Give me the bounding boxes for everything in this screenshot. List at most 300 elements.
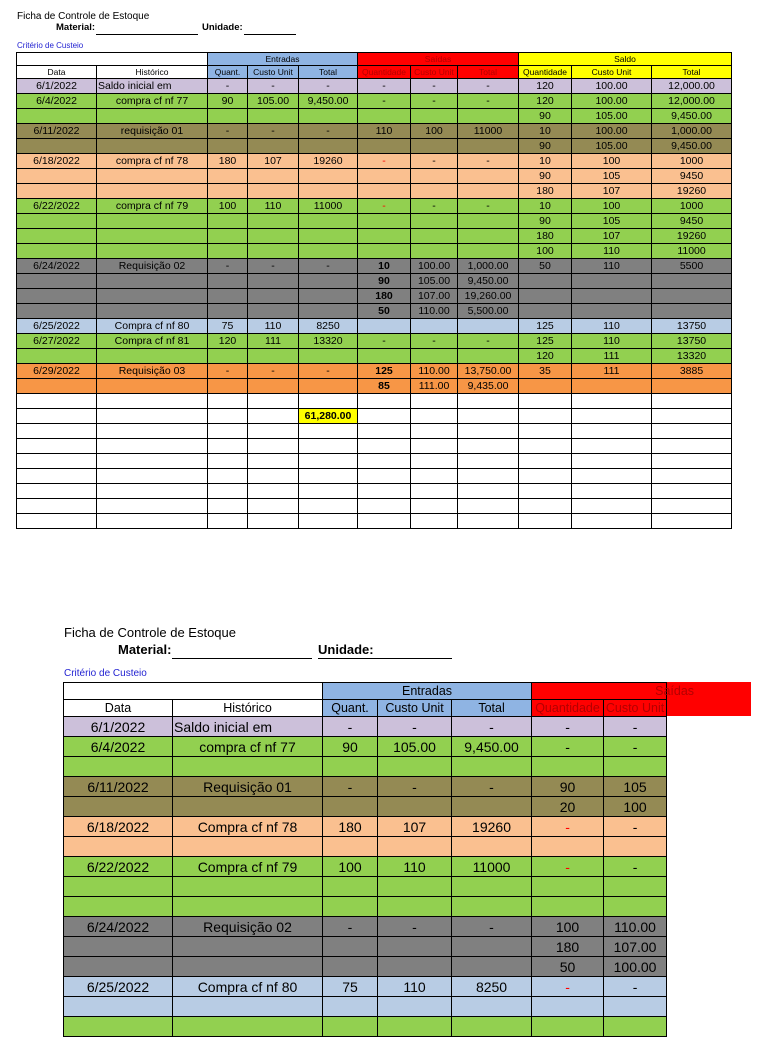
table-cell[interactable]: requisição 01	[97, 124, 208, 139]
table-cell[interactable]	[299, 439, 358, 454]
table-cell[interactable]: 6/29/2022	[17, 364, 97, 379]
table-cell[interactable]	[411, 319, 458, 334]
table-cell[interactable]	[299, 304, 358, 319]
table-cell[interactable]	[17, 274, 97, 289]
table-cell[interactable]: 13,750.00	[458, 364, 519, 379]
table-cell[interactable]	[208, 109, 248, 124]
table-cell[interactable]	[299, 499, 358, 514]
table-cell[interactable]	[378, 957, 452, 977]
table-cell[interactable]: compra cf nf 77	[173, 737, 323, 757]
table-cell[interactable]	[358, 229, 411, 244]
table-cell[interactable]	[64, 877, 173, 897]
table-cell[interactable]	[17, 244, 97, 259]
table-cell[interactable]: 120	[208, 334, 248, 349]
table-cell[interactable]	[519, 514, 572, 529]
table-cell[interactable]: 19260	[299, 154, 358, 169]
table-cell[interactable]	[411, 514, 458, 529]
table-cell[interactable]: -	[378, 717, 452, 737]
table-cell[interactable]: 13750	[652, 319, 732, 334]
table-cell[interactable]: 1000	[652, 154, 732, 169]
table-cell[interactable]	[411, 184, 458, 199]
table-cell[interactable]	[519, 424, 572, 439]
table-cell[interactable]: 100	[323, 857, 378, 877]
table-cell[interactable]	[378, 1017, 452, 1037]
table-cell[interactable]	[17, 499, 97, 514]
table-cell[interactable]: 90	[519, 109, 572, 124]
table-cell[interactable]	[519, 454, 572, 469]
table-cell[interactable]	[411, 484, 458, 499]
table-cell[interactable]	[572, 274, 652, 289]
table-cell[interactable]	[17, 409, 97, 424]
table-cell[interactable]	[248, 214, 299, 229]
table-cell[interactable]: -	[458, 79, 519, 94]
table-cell[interactable]: -	[411, 199, 458, 214]
table-cell[interactable]: 10	[519, 154, 572, 169]
table-cell[interactable]	[411, 424, 458, 439]
table-cell[interactable]: -	[299, 259, 358, 274]
table-cell[interactable]: Requisição 02	[173, 917, 323, 937]
table-cell[interactable]	[458, 499, 519, 514]
table-cell[interactable]	[458, 484, 519, 499]
table-cell[interactable]	[248, 109, 299, 124]
table-cell[interactable]	[458, 109, 519, 124]
table-cell[interactable]	[299, 214, 358, 229]
table-cell[interactable]	[323, 1017, 378, 1037]
table-cell[interactable]	[411, 139, 458, 154]
table-cell[interactable]: 120	[519, 79, 572, 94]
table-cell[interactable]	[652, 304, 732, 319]
table-cell[interactable]	[64, 1017, 173, 1037]
table-cell[interactable]: 11000	[652, 244, 732, 259]
table-cell[interactable]	[299, 244, 358, 259]
table-cell[interactable]	[378, 837, 452, 857]
table-cell[interactable]: 110.00	[411, 304, 458, 319]
table-cell[interactable]	[519, 304, 572, 319]
table-cell[interactable]	[17, 424, 97, 439]
table-cell[interactable]	[248, 304, 299, 319]
table-cell[interactable]: -	[532, 717, 604, 737]
table-cell[interactable]: 9,450.00	[652, 139, 732, 154]
table-cell[interactable]: 107.00	[604, 937, 667, 957]
table-cell[interactable]: 105	[572, 214, 652, 229]
table-cell[interactable]	[458, 349, 519, 364]
table-cell[interactable]: 110	[358, 124, 411, 139]
table-cell[interactable]	[97, 514, 208, 529]
table-cell[interactable]	[64, 757, 173, 777]
table-cell[interactable]	[532, 1017, 604, 1037]
table-cell[interactable]: 110	[572, 259, 652, 274]
table-cell[interactable]	[411, 169, 458, 184]
table-cell[interactable]	[323, 997, 378, 1017]
table-cell[interactable]: -	[248, 79, 299, 94]
table-cell[interactable]: 125	[519, 319, 572, 334]
table-cell[interactable]: 20	[532, 797, 604, 817]
table-cell[interactable]: Saldo inicial em	[173, 717, 323, 737]
table-cell[interactable]	[17, 139, 97, 154]
table-cell[interactable]	[299, 109, 358, 124]
table-cell[interactable]: 6/24/2022	[64, 917, 173, 937]
table-cell[interactable]	[458, 454, 519, 469]
table-cell[interactable]	[299, 394, 358, 409]
table-cell[interactable]: 9,450.00	[452, 737, 532, 757]
material-field[interactable]	[96, 34, 198, 35]
table-cell[interactable]: -	[358, 94, 411, 109]
table-cell[interactable]	[358, 214, 411, 229]
table-cell[interactable]	[458, 184, 519, 199]
table-cell[interactable]	[299, 379, 358, 394]
table-cell[interactable]	[452, 1017, 532, 1037]
table-cell[interactable]: 180	[519, 184, 572, 199]
table-cell[interactable]: 8250	[452, 977, 532, 997]
table-cell[interactable]	[248, 349, 299, 364]
table-cell[interactable]	[248, 169, 299, 184]
table-cell[interactable]: 111.00	[411, 379, 458, 394]
table-cell[interactable]	[452, 757, 532, 777]
table-cell[interactable]: -	[458, 199, 519, 214]
table-cell[interactable]	[358, 139, 411, 154]
table-cell[interactable]	[519, 379, 572, 394]
table-cell[interactable]	[248, 394, 299, 409]
table-cell[interactable]: 105	[604, 777, 667, 797]
table-cell[interactable]	[97, 454, 208, 469]
table-cell[interactable]: -	[452, 717, 532, 737]
table-cell[interactable]: -	[411, 154, 458, 169]
table-cell[interactable]: 111	[248, 334, 299, 349]
table-cell[interactable]	[248, 139, 299, 154]
table-cell[interactable]: 1000	[652, 199, 732, 214]
table-cell[interactable]: 100.00	[572, 124, 652, 139]
table-cell[interactable]: -	[208, 79, 248, 94]
table-cell[interactable]	[17, 394, 97, 409]
table-cell[interactable]	[97, 229, 208, 244]
table-cell[interactable]: 6/25/2022	[64, 977, 173, 997]
table-cell[interactable]	[97, 349, 208, 364]
table-cell[interactable]: -	[378, 917, 452, 937]
table-cell[interactable]	[97, 439, 208, 454]
table-cell[interactable]: 19,260.00	[458, 289, 519, 304]
table-cell[interactable]	[458, 469, 519, 484]
table-cell[interactable]	[519, 274, 572, 289]
table-cell[interactable]	[519, 439, 572, 454]
table-cell[interactable]: 90	[323, 737, 378, 757]
table-cell[interactable]: 110.00	[411, 364, 458, 379]
table-cell[interactable]	[299, 469, 358, 484]
table-cell[interactable]: 19260	[652, 184, 732, 199]
table-cell[interactable]: 100	[532, 917, 604, 937]
table-cell[interactable]	[358, 499, 411, 514]
table-cell[interactable]	[64, 997, 173, 1017]
table-cell[interactable]	[323, 757, 378, 777]
table-cell[interactable]	[378, 757, 452, 777]
table-cell[interactable]	[452, 877, 532, 897]
table-cell[interactable]: 10	[519, 124, 572, 139]
table-cell[interactable]: 10	[519, 199, 572, 214]
table-cell[interactable]	[411, 214, 458, 229]
table-cell[interactable]	[519, 499, 572, 514]
table-cell[interactable]: 90	[208, 94, 248, 109]
table-cell[interactable]	[173, 997, 323, 1017]
table-cell[interactable]: 110	[572, 244, 652, 259]
table-cell[interactable]	[652, 469, 732, 484]
table-cell[interactable]: -	[604, 717, 667, 737]
unidade-field[interactable]	[318, 658, 452, 659]
table-cell[interactable]	[97, 409, 208, 424]
table-cell[interactable]: -	[248, 259, 299, 274]
table-cell[interactable]: 125	[519, 334, 572, 349]
table-cell[interactable]: 6/1/2022	[17, 79, 97, 94]
table-cell[interactable]	[17, 184, 97, 199]
table-cell[interactable]: 105.00	[572, 139, 652, 154]
table-cell[interactable]	[572, 484, 652, 499]
table-cell[interactable]: 3885	[652, 364, 732, 379]
table-cell[interactable]: compra cf nf 78	[97, 154, 208, 169]
table-cell[interactable]	[532, 757, 604, 777]
table-cell[interactable]	[97, 244, 208, 259]
table-cell[interactable]: 75	[323, 977, 378, 997]
table-cell[interactable]	[17, 454, 97, 469]
table-cell[interactable]	[173, 1017, 323, 1037]
table-cell[interactable]	[452, 897, 532, 917]
table-cell[interactable]: -	[604, 977, 667, 997]
table-cell[interactable]	[358, 484, 411, 499]
table-cell[interactable]	[411, 409, 458, 424]
table-cell[interactable]: 125	[358, 364, 411, 379]
table-cell[interactable]	[572, 514, 652, 529]
table-cell[interactable]	[358, 244, 411, 259]
table-cell[interactable]: Compra cf nf 81	[97, 334, 208, 349]
table-cell[interactable]	[572, 304, 652, 319]
table-cell[interactable]: -	[299, 364, 358, 379]
table-cell[interactable]	[17, 304, 97, 319]
table-cell[interactable]: 180	[208, 154, 248, 169]
table-cell[interactable]	[323, 897, 378, 917]
table-cell[interactable]	[299, 454, 358, 469]
table-cell[interactable]	[358, 469, 411, 484]
table-cell[interactable]	[208, 499, 248, 514]
table-cell[interactable]	[248, 484, 299, 499]
table-cell[interactable]: 50	[532, 957, 604, 977]
table-cell[interactable]	[248, 274, 299, 289]
table-cell[interactable]	[652, 514, 732, 529]
table-cell[interactable]: 8250	[299, 319, 358, 334]
table-cell[interactable]	[411, 349, 458, 364]
table-cell[interactable]	[208, 304, 248, 319]
table-cell[interactable]	[378, 877, 452, 897]
table-cell[interactable]	[173, 937, 323, 957]
table-cell[interactable]	[208, 184, 248, 199]
table-cell[interactable]	[358, 439, 411, 454]
table-cell[interactable]	[604, 897, 667, 917]
table-cell[interactable]: 100	[519, 244, 572, 259]
table-cell[interactable]	[248, 229, 299, 244]
table-cell[interactable]	[208, 244, 248, 259]
table-cell[interactable]: 111	[572, 349, 652, 364]
table-cell[interactable]: 9,450.00	[652, 109, 732, 124]
table-cell[interactable]: -	[532, 817, 604, 837]
table-cell[interactable]	[652, 499, 732, 514]
table-cell[interactable]: -	[358, 79, 411, 94]
table-cell[interactable]	[248, 424, 299, 439]
table-cell[interactable]	[17, 229, 97, 244]
table-cell[interactable]	[17, 349, 97, 364]
material-field[interactable]	[172, 658, 312, 659]
table-cell[interactable]: 100	[604, 797, 667, 817]
table-cell[interactable]	[248, 469, 299, 484]
table-cell[interactable]: 120	[519, 349, 572, 364]
table-cell[interactable]: 107.00	[411, 289, 458, 304]
table-cell[interactable]: 6/4/2022	[17, 94, 97, 109]
table-cell[interactable]: 110	[378, 977, 452, 997]
table-cell[interactable]: 50	[358, 304, 411, 319]
table-cell[interactable]	[358, 319, 411, 334]
table-cell[interactable]: -	[323, 917, 378, 937]
table-cell[interactable]: 105.00	[248, 94, 299, 109]
table-cell[interactable]	[248, 514, 299, 529]
table-cell[interactable]: -	[208, 364, 248, 379]
table-cell[interactable]: -	[532, 857, 604, 877]
table-cell[interactable]: -	[532, 737, 604, 757]
table-cell[interactable]	[458, 514, 519, 529]
table-cell[interactable]: 100	[208, 199, 248, 214]
table-cell[interactable]: -	[299, 79, 358, 94]
table-cell[interactable]: 100.00	[604, 957, 667, 977]
table-cell[interactable]	[17, 379, 97, 394]
table-cell[interactable]: 19260	[452, 817, 532, 837]
table-cell[interactable]	[299, 229, 358, 244]
table-cell[interactable]	[208, 169, 248, 184]
table-cell[interactable]: 100.00	[572, 94, 652, 109]
table-cell[interactable]	[299, 514, 358, 529]
table-cell[interactable]: 13320	[299, 334, 358, 349]
table-cell[interactable]	[208, 409, 248, 424]
table-cell[interactable]: -	[458, 154, 519, 169]
table-cell[interactable]: 10	[358, 259, 411, 274]
table-cell[interactable]	[208, 214, 248, 229]
table-cell[interactable]	[452, 997, 532, 1017]
table-cell[interactable]: 11000	[452, 857, 532, 877]
table-cell[interactable]: 107	[248, 154, 299, 169]
table-cell[interactable]: Saldo inicial em	[97, 79, 208, 94]
table-cell[interactable]	[208, 394, 248, 409]
table-cell[interactable]: -	[458, 334, 519, 349]
table-cell[interactable]: -	[452, 777, 532, 797]
table-cell[interactable]	[64, 797, 173, 817]
table-cell[interactable]	[519, 394, 572, 409]
table-cell[interactable]	[519, 409, 572, 424]
table-cell[interactable]	[248, 244, 299, 259]
table-cell[interactable]: 6/18/2022	[17, 154, 97, 169]
table-cell[interactable]: 90	[519, 169, 572, 184]
table-cell[interactable]	[604, 877, 667, 897]
table-cell[interactable]	[64, 897, 173, 917]
table-cell[interactable]	[358, 349, 411, 364]
table-cell[interactable]: compra cf nf 79	[97, 199, 208, 214]
table-cell[interactable]	[17, 514, 97, 529]
table-cell[interactable]: 110	[572, 334, 652, 349]
table-cell[interactable]: 5,500.00	[458, 304, 519, 319]
table-cell[interactable]	[452, 797, 532, 817]
table-cell[interactable]	[248, 499, 299, 514]
table-cell[interactable]: -	[358, 334, 411, 349]
table-cell[interactable]: -	[299, 124, 358, 139]
table-cell[interactable]	[173, 897, 323, 917]
table-cell[interactable]	[652, 394, 732, 409]
table-cell[interactable]	[378, 937, 452, 957]
table-cell[interactable]: 11000	[299, 199, 358, 214]
table-cell[interactable]: 90	[519, 214, 572, 229]
table-cell[interactable]	[378, 797, 452, 817]
table-cell[interactable]: -	[411, 79, 458, 94]
table-cell[interactable]	[411, 244, 458, 259]
table-cell[interactable]	[208, 349, 248, 364]
table-cell[interactable]: -	[208, 124, 248, 139]
table-cell[interactable]: -	[411, 334, 458, 349]
table-cell[interactable]	[652, 484, 732, 499]
table-cell[interactable]	[458, 439, 519, 454]
table-cell[interactable]	[323, 797, 378, 817]
table-cell[interactable]	[173, 877, 323, 897]
table-cell[interactable]: 85	[358, 379, 411, 394]
table-cell[interactable]	[652, 379, 732, 394]
table-cell[interactable]	[572, 454, 652, 469]
table-cell[interactable]	[299, 424, 358, 439]
table-cell[interactable]: Requisição 02	[97, 259, 208, 274]
table-cell[interactable]: 6/4/2022	[64, 737, 173, 757]
table-cell[interactable]	[248, 439, 299, 454]
table-cell[interactable]	[17, 289, 97, 304]
table-cell[interactable]: -	[323, 777, 378, 797]
table-cell[interactable]	[248, 184, 299, 199]
table-cell[interactable]: 100.00	[411, 259, 458, 274]
table-cell[interactable]: Requisição 01	[173, 777, 323, 797]
table-cell[interactable]	[17, 469, 97, 484]
table-cell[interactable]: 1,000.00	[652, 124, 732, 139]
table-cell[interactable]: 12,000.00	[652, 94, 732, 109]
table-cell[interactable]	[458, 244, 519, 259]
table-cell[interactable]	[248, 409, 299, 424]
table-cell[interactable]	[248, 289, 299, 304]
table-cell[interactable]	[97, 289, 208, 304]
table-cell[interactable]: 110	[248, 319, 299, 334]
table-cell[interactable]: 50	[519, 259, 572, 274]
table-cell[interactable]	[323, 937, 378, 957]
table-cell[interactable]	[572, 469, 652, 484]
table-cell[interactable]	[604, 837, 667, 857]
table-cell[interactable]: 180	[358, 289, 411, 304]
table-cell[interactable]	[323, 877, 378, 897]
table-cell[interactable]: 11000	[458, 124, 519, 139]
table-cell[interactable]	[208, 514, 248, 529]
table-cell[interactable]	[411, 439, 458, 454]
table-cell[interactable]	[572, 394, 652, 409]
table-cell[interactable]: -	[358, 199, 411, 214]
table-cell[interactable]	[652, 454, 732, 469]
table-cell[interactable]	[97, 184, 208, 199]
table-cell[interactable]	[358, 394, 411, 409]
table-cell[interactable]: 107	[572, 229, 652, 244]
table-cell[interactable]	[17, 214, 97, 229]
table-cell[interactable]: compra cf nf 77	[97, 94, 208, 109]
table-cell[interactable]	[248, 379, 299, 394]
table-cell[interactable]	[452, 937, 532, 957]
table-cell[interactable]	[604, 1017, 667, 1037]
table-cell[interactable]	[299, 274, 358, 289]
table-cell[interactable]	[652, 274, 732, 289]
table-cell[interactable]: -	[604, 817, 667, 837]
table-cell[interactable]	[299, 139, 358, 154]
table-cell[interactable]	[208, 454, 248, 469]
table-cell[interactable]: 6/11/2022	[64, 777, 173, 797]
